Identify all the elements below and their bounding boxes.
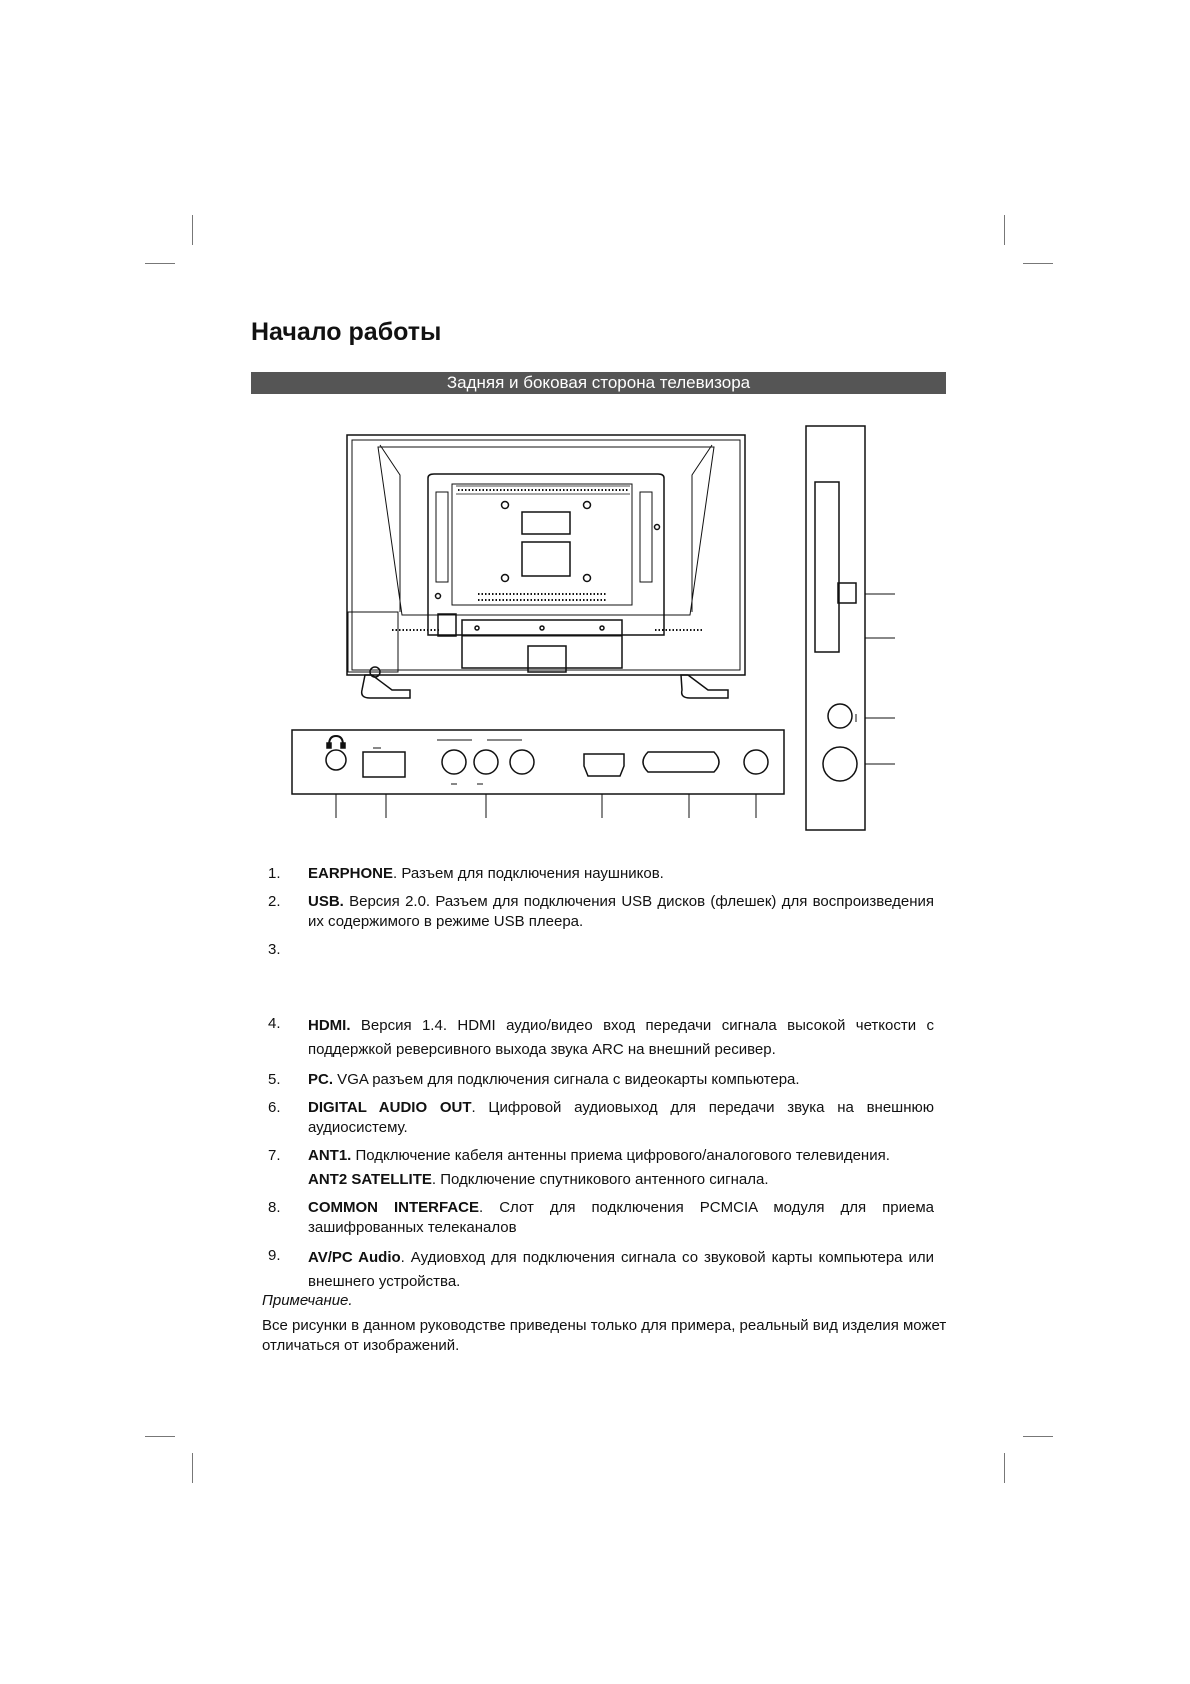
headphone-icon	[327, 736, 345, 748]
tv-side-view	[806, 426, 895, 830]
item-text: Версия 1.4. HDMI аудио/видео вход передачи сигнала высокой четкости с поддержкой реверсивного выхода звука ARC на внешний ресивер.	[308, 1017, 934, 1058]
item-name: EARPHONE	[308, 865, 394, 882]
tv-bottom-panel	[292, 730, 784, 818]
list-item: 3.	[268, 941, 281, 958]
crop-mark	[1023, 1436, 1053, 1437]
item-name: HDMI.	[308, 1017, 351, 1034]
page-title: Начало работы	[251, 318, 442, 346]
list-item: 5. PC. VGA разъем для подключения сигнала с видеокарты компьютера.	[268, 1071, 800, 1088]
crop-mark	[145, 1436, 175, 1437]
item-name: PC.	[308, 1071, 334, 1088]
section-heading: Задняя и боковая сторона телевизора	[251, 372, 946, 394]
item-name: USB.	[308, 893, 344, 910]
item-text: . Цифровой аудиовыход для передачи звука на внешнюю аудиосистему.	[308, 1099, 934, 1136]
item-name: ANT1.	[308, 1147, 352, 1164]
item-name: DIGITAL AUDIO OUT	[308, 1099, 472, 1116]
item-text: . Слот для подключения PCMCIA модуля для приема зашифрованных телеканалов	[308, 1199, 934, 1236]
item-extra-name: ANT2 SATELLITE	[308, 1171, 432, 1188]
list-item: 8. COMMON INTERFACE. Слот для подключения PCMCIA модуля для приема зашифрованных телеканалов	[268, 1199, 934, 1236]
item-name: AV/PC Audio	[308, 1249, 401, 1266]
note-label: Примечание.	[262, 1292, 353, 1309]
item-text: Версия 2.0. Разъем для подключения USB дисков (флешек) для воспроизведения их содержимого в режиме USB плеера.	[308, 893, 934, 930]
item-name: COMMON INTERFACE	[308, 1199, 480, 1216]
note-text: Все рисунки в данном руководстве приведены только для примера, реальный вид изделия может отличаться от изображений.	[262, 1317, 947, 1354]
list-item: 1. EARPHONE. Разъем для подключения наушников.	[268, 865, 664, 882]
item-text: . Разъем для подключения наушников.	[393, 865, 664, 882]
connector-description-list	[268, 864, 934, 1302]
list-item: 2. USB. Версия 2.0. Разъем для подключения USB дисков (флешек) для воспроизведения их содержимого в режиме USB плеера.	[268, 893, 934, 930]
item-text: . Аудиовход для подключения сигнала со звуковой карты компьютера или внешнего устройства.	[308, 1249, 934, 1290]
list-item: 4. HDMI. Версия 1.4. HDMI аудио/видео вход передачи сигнала высокой четкости с поддержкой реверсивного выхода звука ARC на внешний ресивер.	[268, 1015, 934, 1058]
item-extra-text: . Подключение спутникового антенного сигнала.	[431, 1171, 769, 1188]
list-item: 6. DIGITAL AUDIO OUT. Цифровой аудиовыход для передачи звука на внешнюю аудиосистему.	[268, 1099, 934, 1136]
list-item: 7. ANT1. Подключение кабеля антенны приема цифрового/аналогового телевидения. ANT2 SATELLITE. Подключение спутникового антенного сигнала.	[268, 1147, 890, 1188]
crop-mark	[192, 1453, 193, 1483]
tv-back-view	[347, 435, 745, 698]
item-text: Подключение кабеля антенны приема цифрового/аналогового телевидения.	[351, 1147, 890, 1164]
item-text: VGA разъем для подключения сигнала с видеокарты компьютера.	[333, 1071, 800, 1088]
list-item: 9. AV/PC Audio. Аудиовход для подключения сигнала со звуковой карты компьютера или внешнего устройства.	[268, 1247, 934, 1290]
crop-mark	[1004, 1453, 1005, 1483]
